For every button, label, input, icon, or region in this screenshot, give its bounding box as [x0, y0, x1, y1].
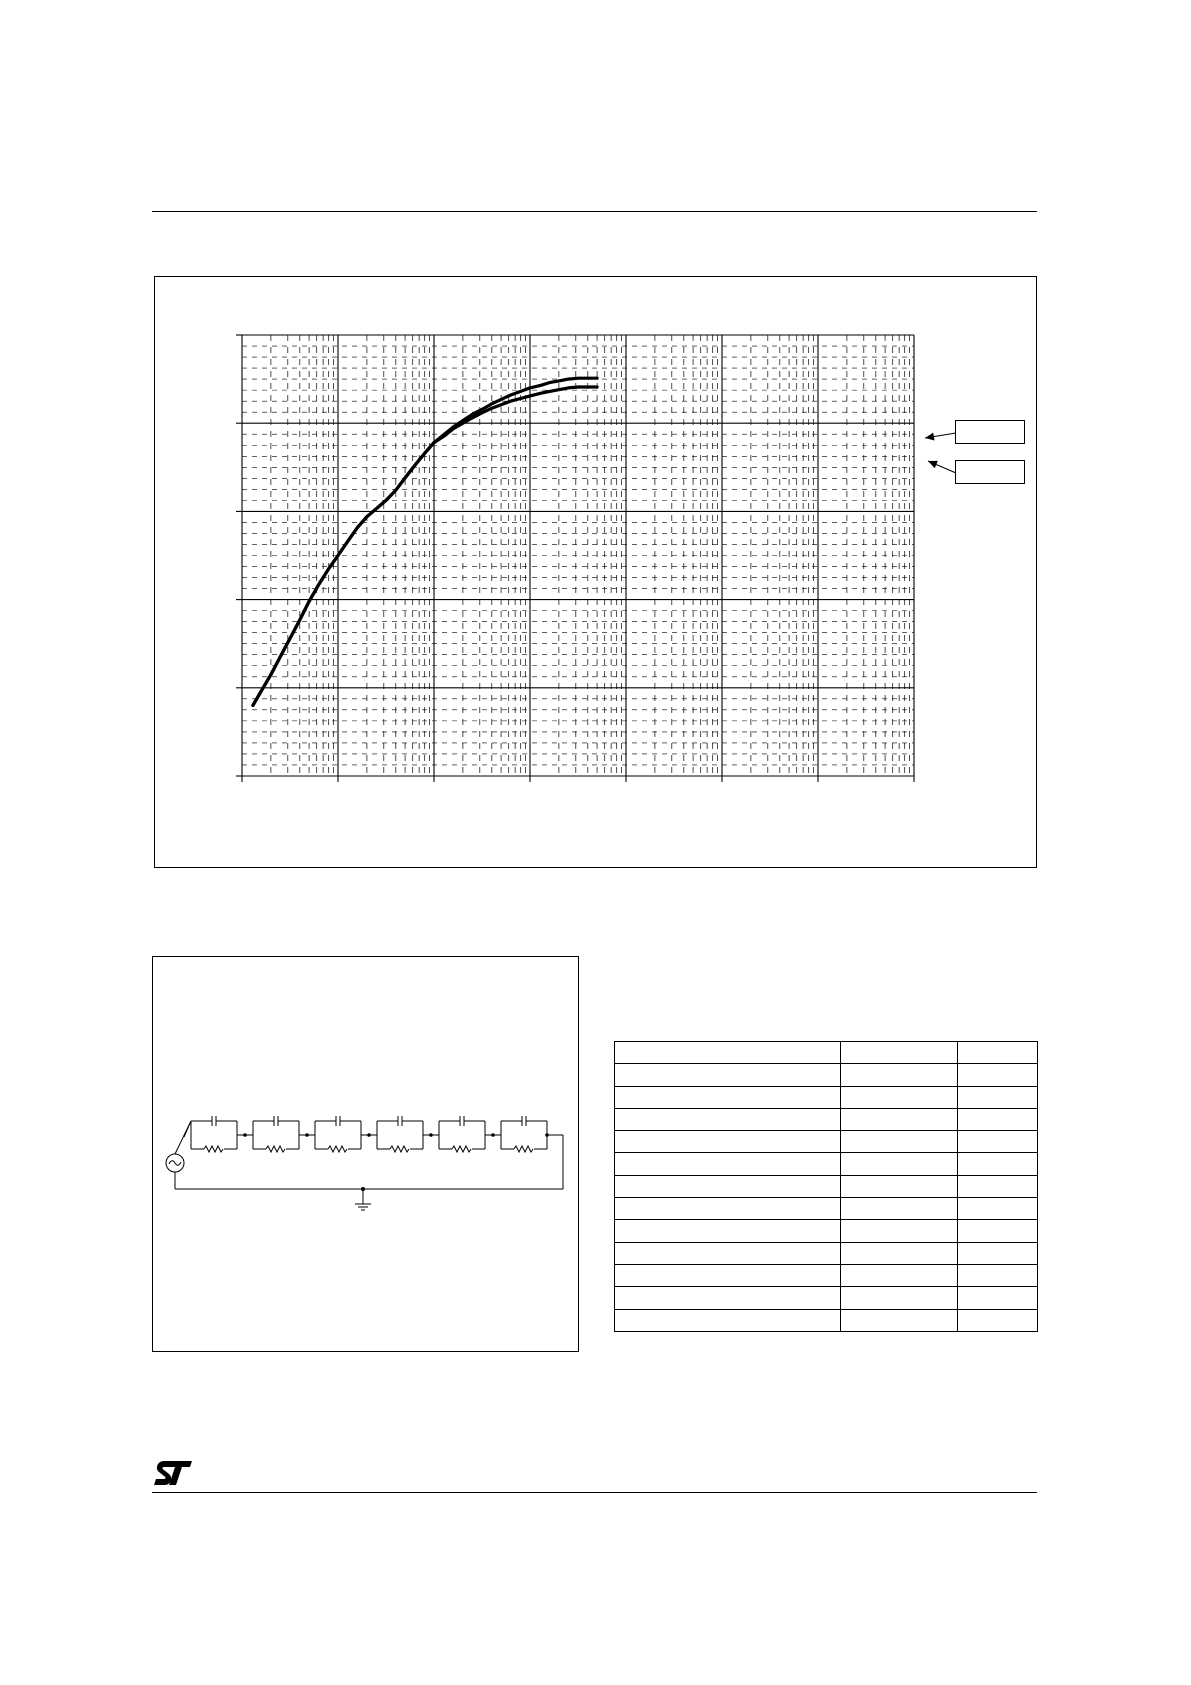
table-cell [958, 1064, 1038, 1086]
table-row [615, 1175, 1038, 1197]
junction-dot [306, 1134, 309, 1137]
table-cell [841, 1064, 958, 1086]
table-row [615, 1198, 1038, 1220]
table-cell [841, 1153, 958, 1175]
table-row [615, 1131, 1038, 1153]
table-cell [841, 1198, 958, 1220]
table-cell [958, 1264, 1038, 1286]
table-cell [958, 1198, 1038, 1220]
junction-dot [430, 1134, 433, 1137]
table-cell [958, 1287, 1038, 1309]
table-cell [615, 1242, 841, 1264]
resistor-icon [452, 1146, 471, 1152]
table-cell [958, 1309, 1038, 1331]
table-cell [615, 1175, 841, 1197]
table-cell [958, 1108, 1038, 1130]
table-cell [841, 1108, 958, 1130]
table-row [615, 1242, 1038, 1264]
resistor-icon [266, 1146, 285, 1152]
table-row [615, 1153, 1038, 1175]
table-cell [958, 1086, 1038, 1108]
table-cell [615, 1309, 841, 1331]
chart-frame [154, 276, 1037, 868]
table-cell [841, 1309, 958, 1331]
table-row [615, 1287, 1038, 1309]
resistor-icon [328, 1146, 347, 1152]
resistor-icon [390, 1146, 409, 1152]
table-cell [615, 1086, 841, 1108]
table-cell [615, 1064, 841, 1086]
junction-dot [546, 1134, 549, 1137]
table-row [615, 1042, 1038, 1064]
table-cell [841, 1042, 958, 1064]
parameter-table [614, 1041, 1038, 1332]
table-cell [841, 1242, 958, 1264]
header-rule [152, 211, 1037, 212]
table-row [615, 1220, 1038, 1242]
table-cell [615, 1108, 841, 1130]
table-cell [841, 1220, 958, 1242]
table-row [615, 1309, 1038, 1331]
table-cell [615, 1220, 841, 1242]
table-cell [958, 1242, 1038, 1264]
table-row [615, 1264, 1038, 1286]
table-row [615, 1108, 1038, 1130]
table-cell [841, 1287, 958, 1309]
table-cell [841, 1175, 958, 1197]
junction-dot [244, 1134, 247, 1137]
table-cell [958, 1175, 1038, 1197]
table-cell [615, 1042, 841, 1064]
table-cell [958, 1131, 1038, 1153]
series-tag-lower [955, 460, 1025, 484]
circuit-schematic [153, 957, 580, 1353]
circuit-network [166, 1116, 563, 1210]
table-cell [841, 1264, 958, 1286]
table-row [615, 1064, 1038, 1086]
chart-plot [155, 277, 1038, 869]
junction-dot [492, 1134, 495, 1137]
resistor-icon [514, 1146, 533, 1152]
table-cell [958, 1220, 1038, 1242]
table-cell [958, 1153, 1038, 1175]
footer-rule [152, 1492, 1037, 1493]
table-cell [615, 1264, 841, 1286]
circuit-diagram-frame [152, 956, 579, 1352]
table-cell [841, 1131, 958, 1153]
st-logo-icon [152, 1459, 198, 1487]
pointer-arrowhead-1 [925, 433, 935, 441]
table-cell [958, 1042, 1038, 1064]
source-lead [184, 1121, 191, 1137]
table-cell [841, 1086, 958, 1108]
table-cell [615, 1153, 841, 1175]
table-cell [615, 1131, 841, 1153]
resistor-icon [204, 1146, 223, 1152]
table-cell [615, 1198, 841, 1220]
table-row [615, 1086, 1038, 1108]
junction-dot [368, 1134, 371, 1137]
table-cell [615, 1287, 841, 1309]
series-tag-upper [955, 420, 1025, 444]
ac-wave-icon [169, 1161, 181, 1166]
